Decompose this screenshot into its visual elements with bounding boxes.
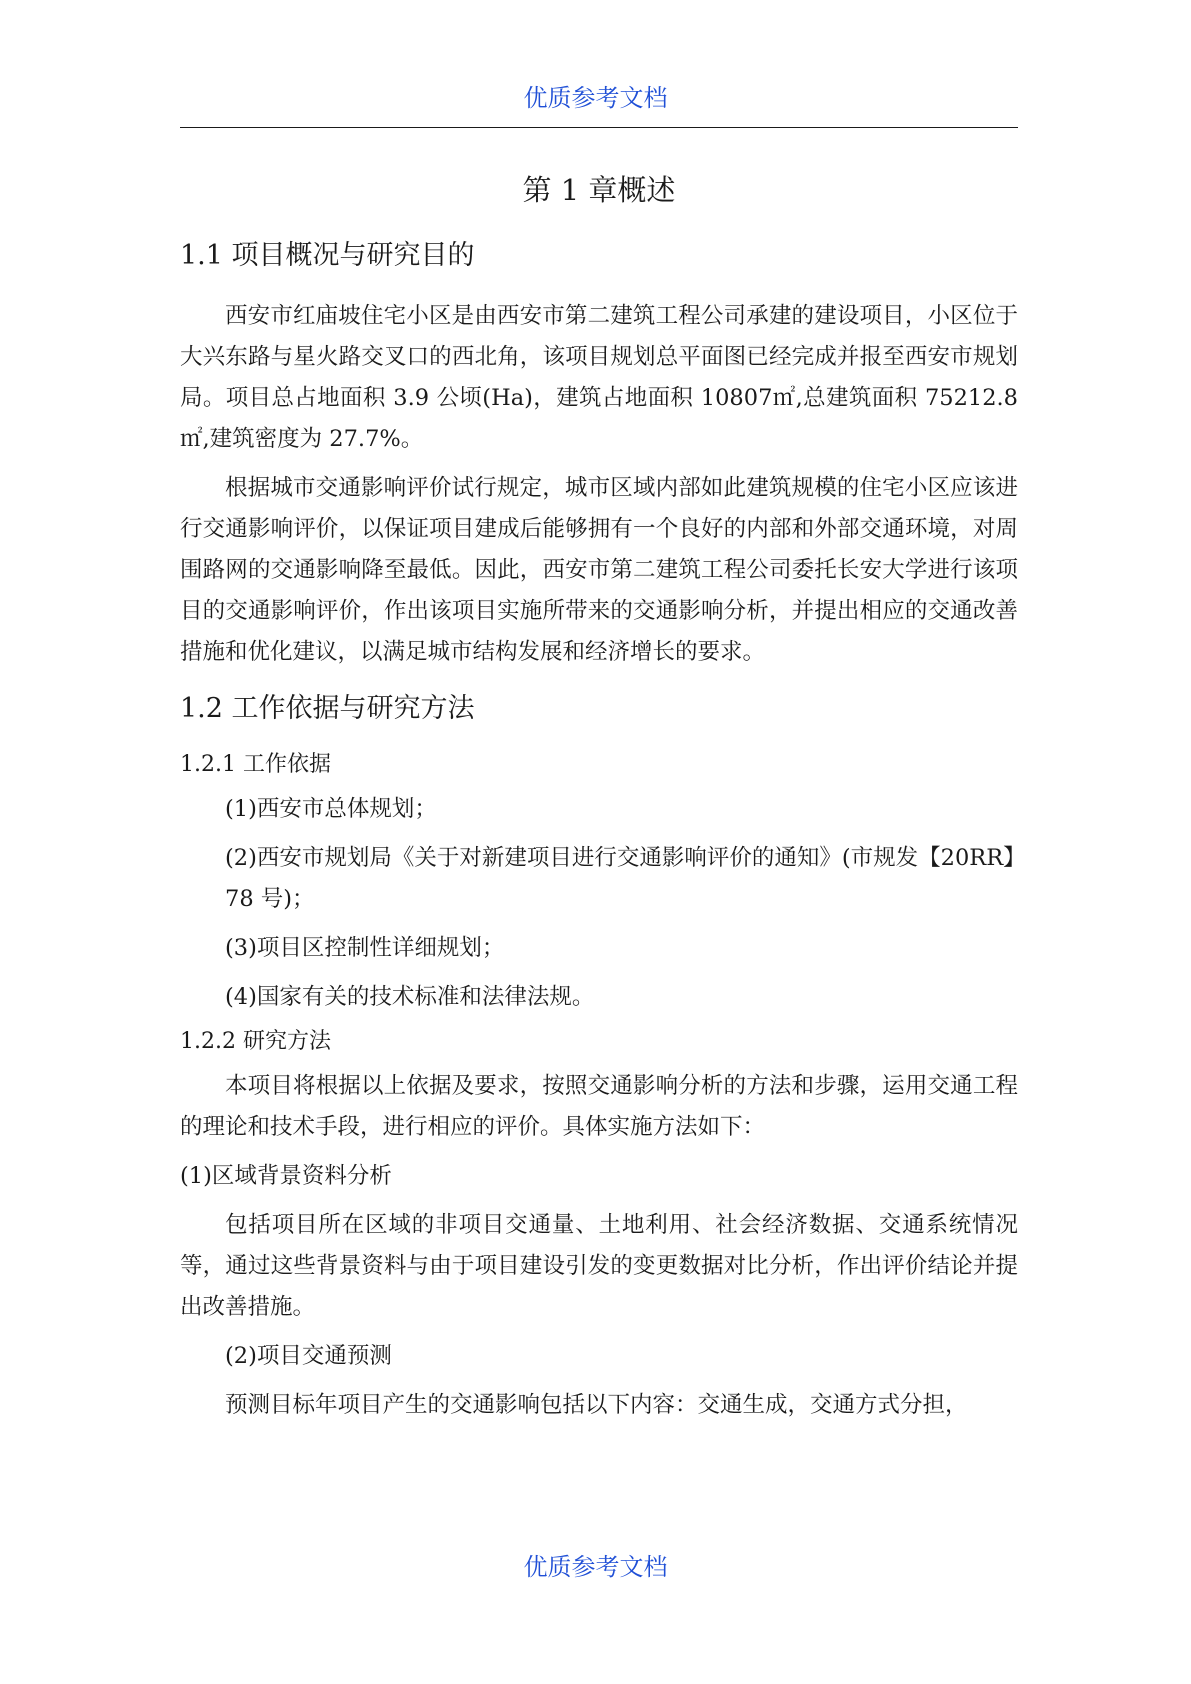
paragraph: 西安市红庙坡住宅小区是由西安市第二建筑工程公司承建的建设项目，小区位于大兴东路与星火路交叉口的西北角，该项目规划总平面图已经完成并报至西安市规划局。项目总占地面积 3.9 公顷(Ha)，建筑占地面积 10807㎡,总建筑面积 75212.8㎡,建筑密度为 27.7%。: [180, 303, 1018, 452]
list-item: (2)西安市规划局《关于对新建项目进行交通影响评价的通知》(市规发【20RR】78 号)；: [225, 845, 1015, 912]
header-divider: [180, 127, 1018, 128]
list-item: (4)国家有关的技术标准和法律法规。: [225, 984, 595, 1010]
subsection-heading-1-2-2: 1.2.2 研究方法: [180, 1029, 331, 1054]
paragraph: 包括项目所在区域的非项目交通量、土地利用、社会经济数据、交通系统情况等，通过这些背景资料与由于项目建设引发的变更数据对比分析，作出评价结论并提出改善措施。: [180, 1212, 1018, 1320]
page-footer: 优质参考文档: [523, 1553, 668, 1581]
paragraph: 预测目标年项目产生的交通影响包括以下内容：交通生成，交通方式分担，: [225, 1392, 968, 1418]
list-item: (3)项目区控制性详细规划；: [225, 935, 505, 961]
paragraph: 本项目将根据以上依据及要求，按照交通影响分析的方法和步骤，运用交通工程的理论和技术手段，进行相应的评价。具体实施方法如下：: [180, 1073, 1018, 1140]
method-title: (2)项目交通预测: [225, 1343, 392, 1369]
list-item: (1)西安市总体规划；: [225, 796, 437, 822]
section-heading-1-2: 1.2 工作依据与研究方法: [180, 693, 475, 724]
subsection-heading-1-2-1: 1.2.1 工作依据: [180, 752, 331, 777]
section-heading-1-1: 1.1 项目概况与研究目的: [180, 240, 475, 271]
paragraph: 根据城市交通影响评价试行规定，城市区域内部如此建筑规模的住宅小区应该进行交通影响评价，以保证项目建成后能够拥有一个良好的内部和外部交通环境，对周围路网的交通影响降至最低。因此，西安市第二建筑工程公司委托长安大学进行该项目的交通影响评价，作出该项目实施所带来的交通影响分析，并提出相应的交通改善措施和优化建议，以满足城市结构发展和经济增长的要求。: [180, 475, 1018, 665]
page-header: 优质参考文档: [523, 84, 668, 112]
chapter-title: 第 1 章概述: [522, 173, 676, 207]
method-title: (1)区域背景资料分析: [180, 1163, 392, 1189]
document-body: [180, 160, 1018, 1434]
